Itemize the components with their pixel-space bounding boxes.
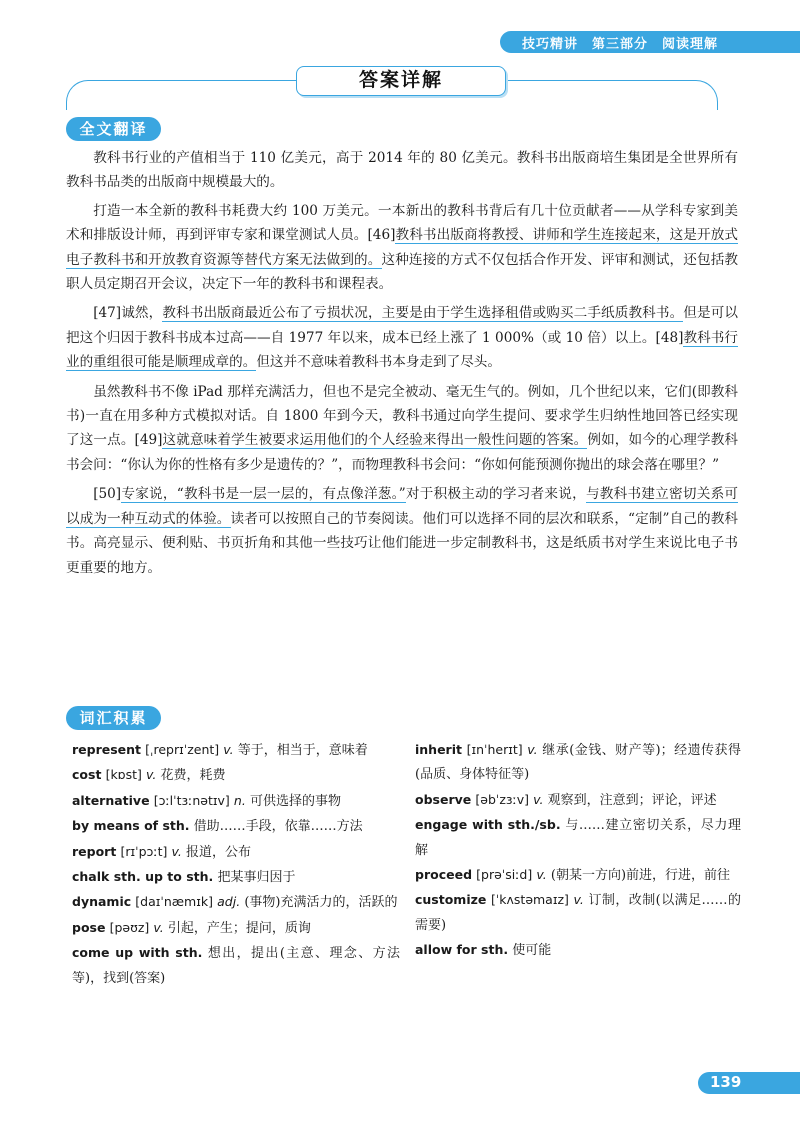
underlined-answer: 教科书出版商将教授、讲师和学生连接起来，这是开放式电子教科书和开放教育资源等替代方案无法做到的。: [66, 227, 739, 268]
vocab-definition: 订制，改制(以满足……的需要): [415, 893, 741, 933]
paragraph: [66, 146, 738, 195]
underlined-answer: 教科书行业的重组很可能是顺理成章的。: [66, 329, 739, 371]
paragraph-text: [50]: [93, 486, 122, 503]
vocab-word: alternative: [72, 792, 150, 808]
vocab-entry: [72, 916, 400, 941]
vocab-column-right: [415, 738, 741, 964]
page-number: 139: [710, 1073, 742, 1091]
vocab-word: report: [72, 843, 117, 859]
vocab-definition: 花费，耗费: [160, 768, 226, 784]
paragraph-text: 这种连接的方式不仅包括合作开发、评审和测试，还包括教职人员定期召开会议，决定下一年的教科书和课程表。: [66, 251, 739, 293]
vocab-definition: 借助……手段，依靠……方法: [193, 819, 363, 835]
translation-body: [66, 146, 738, 585]
paragraph-text: 教科书行业的产值相当于 110 亿美元，高于 2014 年的 80 亿美元。教科书出版商培生集团是全世界所有教科书品类的出版商中规模最大的。: [66, 150, 738, 191]
vocab-phonetic: [kɒst]: [105, 767, 142, 783]
section-tag-translation: 全文翻译: [66, 117, 161, 141]
vocab-entry: [72, 840, 400, 865]
vocab-definition: (朝某一方向)前进，行进，前往: [550, 868, 731, 884]
vocab-phonetic: [ɪnˈherɪt]: [466, 742, 523, 757]
vocab-phonetic: [ˌreprɪˈzent]: [145, 742, 220, 757]
vocab-definition: (事物)充满活力的，活跃的: [244, 895, 398, 911]
vocab-entry: [72, 865, 400, 890]
underlined-answer: 专家说，“教科书是一层一层的，有点像洋葱。”: [121, 486, 406, 503]
vocab-phonetic: [ɔːlˈtɜːnətɪv]: [153, 792, 230, 808]
vocab-entry: [72, 789, 400, 814]
vocab-entry: [415, 788, 741, 813]
vocab-word: represent: [72, 742, 142, 757]
vocab-part-of-speech: v.: [533, 791, 544, 807]
vocab-phonetic: [ˈkʌstəmaɪz]: [490, 892, 569, 908]
paragraph-text: 例如，如今的心理学教科书会问：“你认为你的性格有多少是遗传的？”，而物理教科书会问：“你如何能预测你抛出的球会落在哪里？”: [66, 432, 739, 473]
underlined-answer: 与教科书建立密切关系可以成为一种互动式的体验。: [66, 486, 739, 527]
vocab-word: proceed: [415, 867, 473, 883]
vocab-definition: 使可能: [512, 943, 552, 959]
paragraph-text: 对于积极主动的学习者来说，: [405, 486, 586, 503]
vocab-definition: 观察到，注意到；评论，评述: [547, 792, 717, 808]
vocab-phonetic: [əbˈzɜːv]: [475, 791, 530, 807]
vocab-entry: [415, 738, 741, 788]
paragraph: [66, 380, 738, 478]
vocab-part-of-speech: v.: [153, 919, 164, 935]
paragraph-text: [47]诚然，: [93, 305, 163, 322]
vocab-part-of-speech: v.: [223, 742, 234, 757]
vocab-definition: 报道，公布: [186, 844, 252, 860]
underlined-answer: 这就意味着学生被要求运用他们的个人经验来得出一般性问题的答案。: [162, 432, 588, 449]
vocab-definition: 与……建立密切关系，尽力理解: [415, 818, 741, 858]
vocab-entry: [415, 938, 741, 963]
vocab-part-of-speech: adj.: [217, 894, 241, 910]
vocab-part-of-speech: v.: [146, 767, 157, 783]
vocab-part-of-speech: v.: [527, 742, 538, 757]
paragraph: [66, 199, 738, 297]
vocab-part-of-speech: v.: [171, 843, 182, 859]
paragraph-text: 但这并不意味着教科书本身走到了尽头。: [256, 354, 501, 371]
vocab-word: pose: [72, 919, 106, 935]
paragraph-text: 打造一本全新的教科书耗费大约 100 万美元。一本新出的教科书背后有几十位贡献者——从学科专家到美术和排版设计师，再到评审专家和课堂测试人员。[46]: [66, 202, 738, 244]
vocab-word: allow for sth.: [415, 942, 509, 958]
vocab-word: engage with sth./sb.: [415, 817, 561, 833]
vocab-word: observe: [415, 791, 472, 807]
vocab-definition: 想出，提出(主意、理念、方法等)，找到(答案): [72, 946, 401, 986]
vocab-word: chalk sth. up to sth.: [72, 869, 214, 885]
vocab-entry: [415, 888, 741, 938]
vocab-column-left: [72, 738, 400, 991]
vocab-entry: [72, 738, 400, 763]
vocab-word: inherit: [415, 742, 462, 757]
vocab-definition: 把某事归因于: [217, 870, 296, 886]
paragraph: [66, 301, 738, 374]
vocab-word: cost: [72, 767, 102, 783]
vocab-part-of-speech: v.: [573, 892, 584, 908]
vocab-entry: [72, 941, 400, 991]
vocab-definition: 引起，产生；提问，质询: [167, 920, 311, 936]
vocab-phonetic: [prəˈsiːd]: [476, 867, 533, 883]
vocab-phonetic: [pəʊz]: [109, 919, 150, 935]
vocab-entry: [72, 763, 400, 788]
vocab-entry: [72, 814, 400, 839]
section-tag-vocabulary: 词汇积累: [66, 706, 161, 730]
vocab-word: by means of sth.: [72, 818, 190, 834]
vocab-part-of-speech: n.: [233, 792, 246, 808]
page-title: 答案详解: [296, 66, 506, 96]
vocab-word: come up with sth.: [72, 945, 203, 961]
paragraph: [66, 482, 738, 580]
vocab-entry: [415, 813, 741, 863]
vocab-phonetic: [daɪˈnæmɪk]: [135, 894, 213, 910]
vocab-entry: [72, 890, 400, 915]
vocab-definition: 可供选择的事物: [249, 793, 341, 809]
vocab-part-of-speech: v.: [536, 867, 547, 883]
vocab-word: customize: [415, 892, 487, 908]
vocab-definition: 继承(金钱、财产等)；经遗传获得(品质、身体特征等): [415, 743, 741, 783]
vocab-definition: 等于，相当于，意味着: [237, 743, 368, 758]
vocab-word: dynamic: [72, 894, 132, 910]
paragraph-text: 但是可以把这个归因于教科书成本过高——自 1977 年以来，成本已经上涨了 1 000%（或 10 倍）以上。[48]: [66, 305, 739, 346]
running-header: 技巧精讲 第三部分 阅读理解: [522, 37, 719, 52]
paragraph-text: 虽然教科书不像 iPad 那样充满活力，但也不是完全被动、毫无生气的。例如，几个世纪以来，它们(即教科书)一直在用多种方式模拟对话。自 1800 年到今天，教科书通过向学生提问、要求学生归纳性地回答已经实现了这一点。[49]: [66, 383, 738, 449]
underlined-answer: 教科书出版商最近公布了亏损状况，主要是由于学生选择租借或购买二手纸质教科书。: [162, 305, 684, 322]
vocab-entry: [415, 863, 741, 888]
paragraph-text: 读者可以按照自己的节奏阅读。他们可以选择不同的层次和联系，“定制”自己的教科书。高亮显示、便利贴、书页折角和其他一些技巧让他们能进一步定制教科书，这是纸质书对学生来说比电子书更重要的地方。: [66, 510, 738, 576]
vocab-phonetic: [rɪˈpɔːt]: [120, 843, 168, 859]
